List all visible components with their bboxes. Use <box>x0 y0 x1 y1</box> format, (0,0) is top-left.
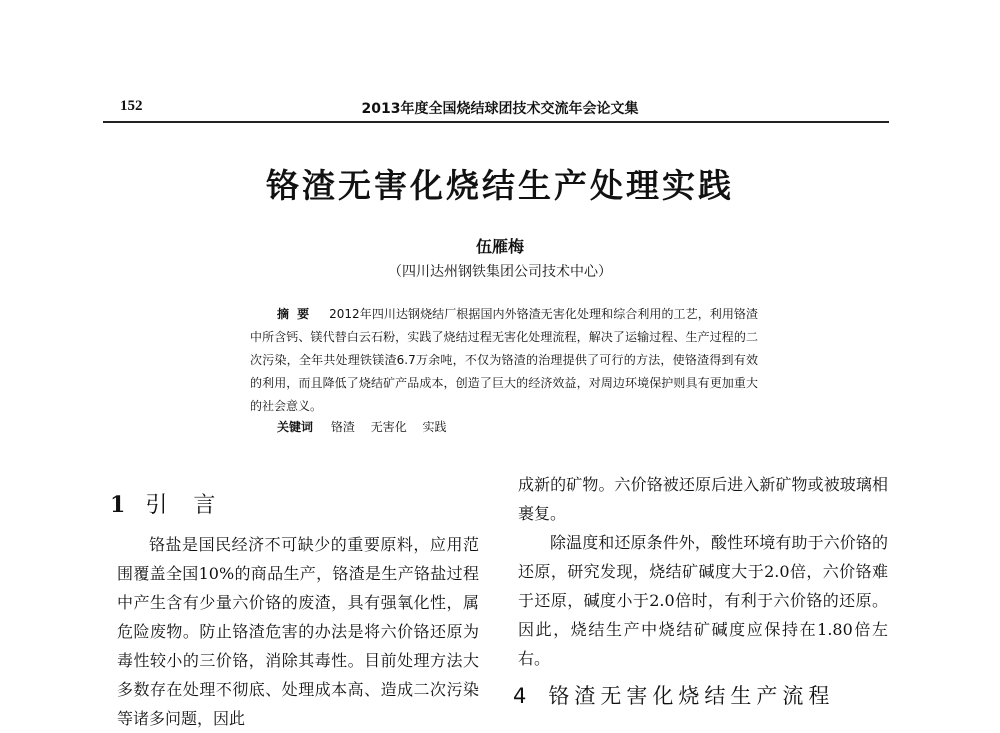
running-head: 2013年度全国烧结球团技术交流年会论文集 <box>361 101 639 117</box>
keyword: 铬渣 <box>330 420 355 434</box>
keywords-label: 关键词 <box>277 420 314 434</box>
author-name: 伍雁梅 <box>475 237 524 256</box>
page-number: 152 <box>120 98 143 114</box>
left-column <box>117 530 479 733</box>
author-affiliation: （四川达州钢铁集团公司技术中心） <box>388 264 612 280</box>
section-heading-introduction <box>110 488 241 519</box>
right-column <box>518 470 888 673</box>
keyword: 实践 <box>422 420 447 434</box>
article-title: 铬渣无害化烧结生产处理实践 <box>266 166 734 205</box>
abstract <box>250 303 758 418</box>
body-paragraph: 除温度和还原条件外，酸性环境有助于六价铬的还原，研究发现，烧结矿碱度大于2.0倍，六价铬难于还原，碱度小于2.0倍时，有利于六价铬的还原。因此，烧结生产中烧结矿碱度应保持在1.80倍左右。 <box>518 533 888 668</box>
section-heading-process <box>513 680 834 710</box>
header-rule <box>103 121 889 123</box>
section-title: 铬渣无害化烧结生产流程 <box>548 684 835 708</box>
keywords <box>277 418 459 435</box>
keyword: 无害化 <box>370 420 407 434</box>
section-number: 1 <box>110 492 126 518</box>
section-number: 4 <box>513 684 527 708</box>
abstract-label: 摘要 <box>277 307 318 321</box>
abstract-text: 2012年四川达钢烧结厂根据国内外铬渣无害化处理和综合利用的工艺，利用铬渣中所含钙、镁代替白云石粉，实践了烧结过程无害化处理流程，解决了运输过程、生产过程的二次污染，全年共处理铁镁渣6.7万余吨，不仅为铬渣的治理提供了可行的方法，使铬渣得到有效的利用，而且降低了烧结矿产品成本，创造了巨大的经济效益，对周边环境保护则具有更加重大的社会意义。 <box>250 307 758 413</box>
continuation-paragraph: 成新的矿物。六价铬被还原后进入新矿物或被玻璃相裹复。 <box>518 475 888 523</box>
intro-paragraph: 铬盐是国民经济不可缺少的重要原料，应用范围覆盖全国10%的商品生产，铬渣是生产铬盐过程中产生含有少量六价铬的废渣，具有强氧化性，属危险废物。防止铬渣危害的办法是将六价铬还原为毒性较小的三价铬，消除其毒性。目前处理方法大多数存在处理不彻底、处理成本高、造成二次污染等诸多问题，因此 <box>117 535 479 728</box>
section-title: 引言 <box>145 493 242 518</box>
